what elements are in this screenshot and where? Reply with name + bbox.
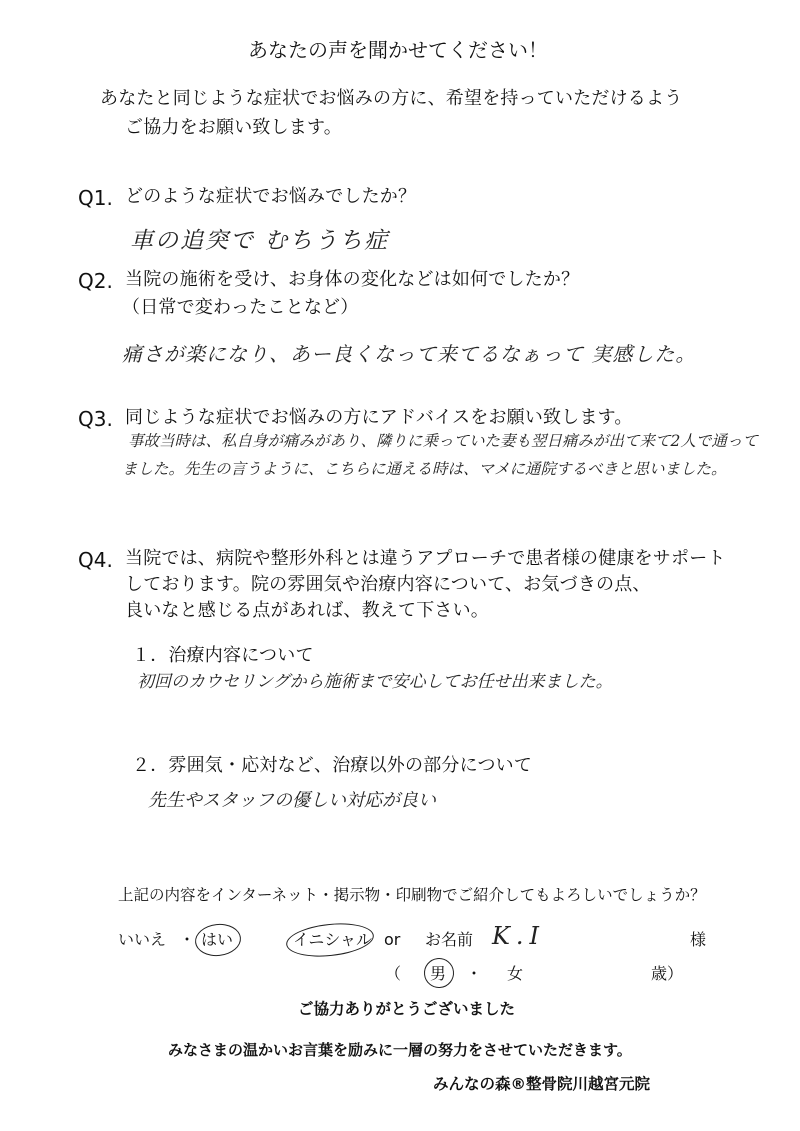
q2-number: Q2. xyxy=(78,269,113,293)
q2-subtext: （日常で変わったことなど） xyxy=(122,297,359,318)
gender-male-option[interactable]: 男 xyxy=(430,964,447,983)
q3-answer-line-1: 事故当時は、私自身が痛みがあり、隣りに乗っていた妻も翌日痛みが出て来て2人で通って xyxy=(128,432,758,450)
or-label: or xyxy=(384,930,401,949)
thanks-message: ご協力ありがとうございました xyxy=(298,1000,516,1018)
gender-paren-open: （ xyxy=(385,964,402,983)
q4-sub2-label: ２．雰囲気・応対など、治療以外の部分について xyxy=(132,755,533,776)
closing-message: みなさまの温かいお言葉を励みに一層の努力をさせていただきます。 xyxy=(168,1041,632,1059)
intro-line-2: ご協力をお願い致します。 xyxy=(125,117,342,138)
q3-number: Q3. xyxy=(78,407,113,431)
gender-female-option[interactable]: 女 xyxy=(507,964,524,983)
consent-question: 上記の内容をインターネット・掲示物・印刷物でご紹介してもよろしいでしょうか？ xyxy=(118,886,706,904)
consent-separator: ・ xyxy=(179,930,196,949)
age-suffix: 歳） xyxy=(651,964,684,983)
honorific-sama: 様 xyxy=(690,930,707,949)
gender-separator: ・ xyxy=(466,964,483,983)
q4-sub1-answer: 初回のカウセリングから施術まで安心してお任せ出来ました。 xyxy=(137,672,613,692)
male-selection-circle xyxy=(423,957,456,990)
q1-question: どのような症状でお悩みでしたか？ xyxy=(125,186,417,207)
q4-question-line-3: 良いなと感じる点があれば、教えて下さい。 xyxy=(125,600,489,621)
q4-sub1-label: １．治療内容について xyxy=(132,645,314,666)
q1-answer: 車の追突で むちうち症 xyxy=(130,228,390,254)
name-label: お名前 xyxy=(425,930,474,949)
q4-question-line-1: 当院では、病院や整形外科とは違うアプローチで患者様の健康をサポート xyxy=(125,548,726,569)
q4-sub2-answer: 先生やスタッフの優しい対応が良い xyxy=(148,790,436,811)
consent-no-option[interactable]: いいえ xyxy=(118,930,167,949)
initial-option[interactable]: イニシャル xyxy=(293,930,373,949)
q4-number: Q4. xyxy=(78,548,113,572)
q3-answer-line-2: ました。先生の言うように、こちらに通える時は、マメに通院するべきと思いました。 xyxy=(122,460,727,478)
clinic-name: みんなの森®整骨院川越宮元院 xyxy=(433,1075,651,1093)
q1-number: Q1. xyxy=(78,186,113,210)
initial-selection-circle xyxy=(285,919,376,960)
name-value[interactable]: K.I xyxy=(492,922,546,950)
page-title: あなたの声を聞かせてください！ xyxy=(248,38,548,62)
q3-question: 同じような症状でお悩みの方にアドバイスをお願い致します。 xyxy=(125,407,633,428)
yes-selection-circle xyxy=(193,922,242,959)
consent-yes-option[interactable]: はい xyxy=(201,930,234,949)
q2-question: 当院の施術を受け、お身体の変化などは如何でしたか？ xyxy=(125,269,580,290)
intro-line-1: あなたと同じような症状でお悩みの方に、希望を持っていただけるよう xyxy=(100,88,683,109)
q2-answer: 痛さが楽になり、あー良くなって来てるなぁって 実感した。 xyxy=(122,342,697,366)
q4-question-line-2: しております。院の雰囲気や治療内容について、お気づきの点、 xyxy=(125,574,651,595)
